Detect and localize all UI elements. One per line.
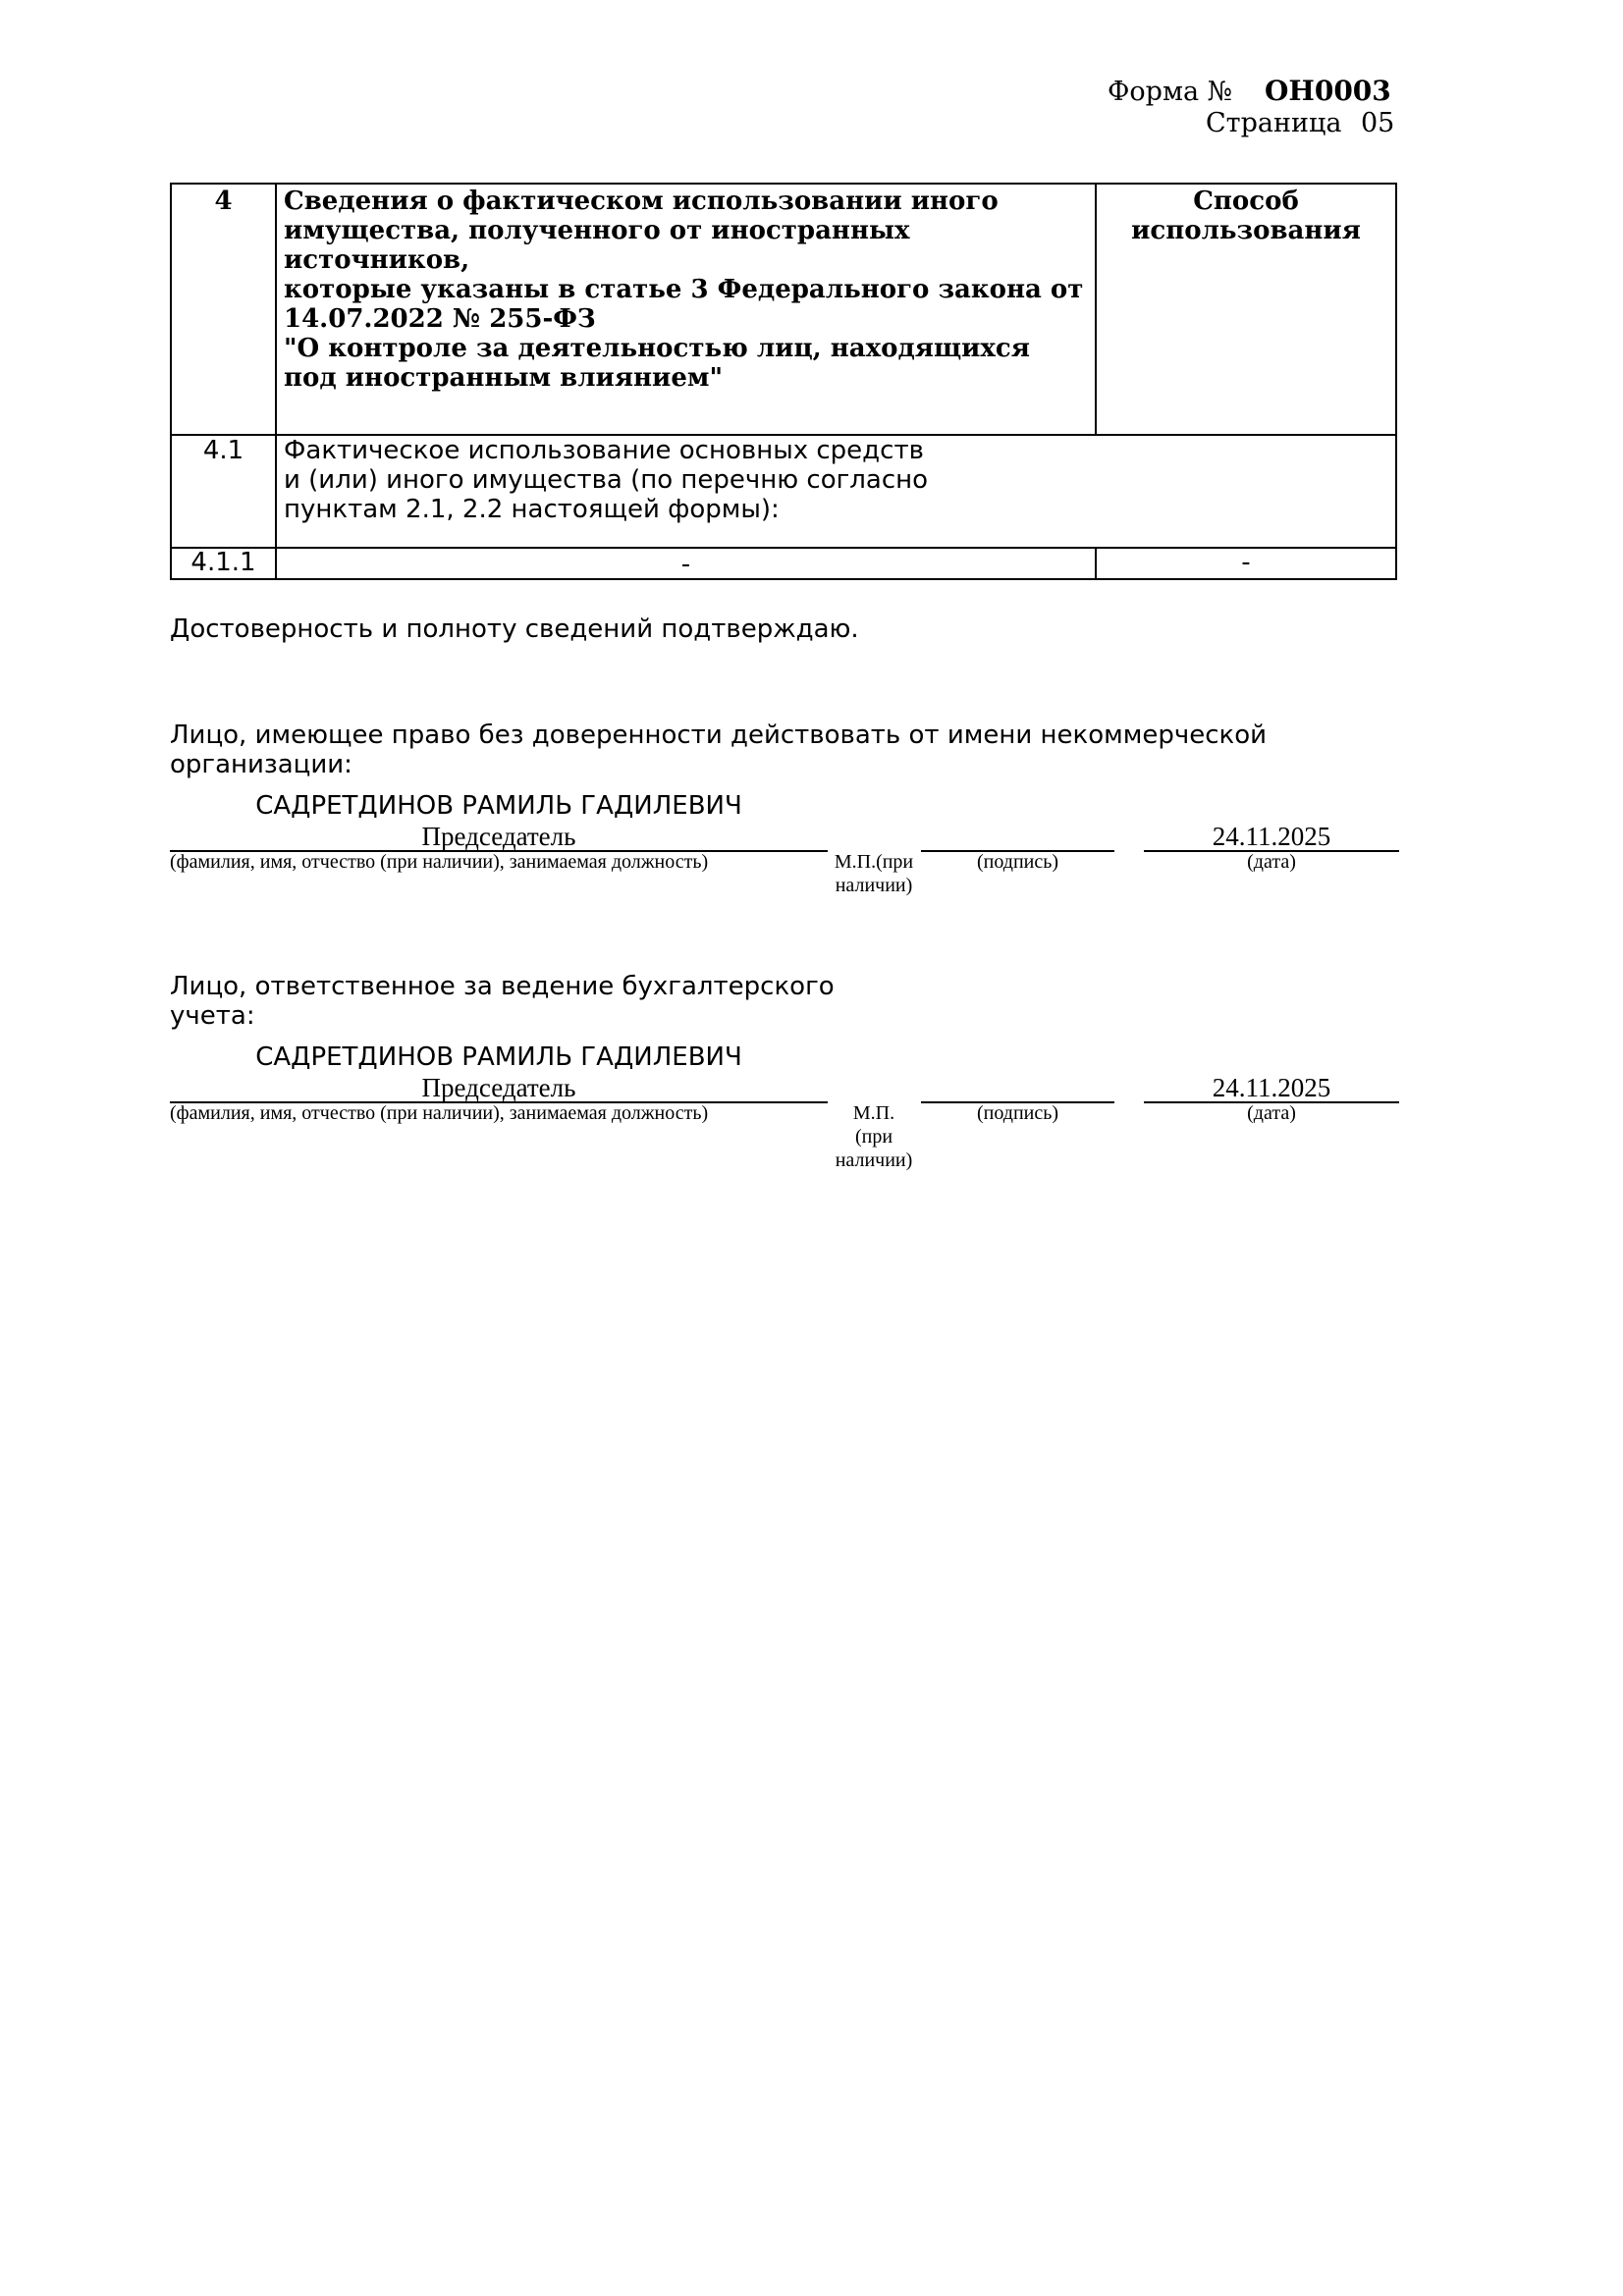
accountant-title bbox=[170, 972, 835, 1031]
page-number: 05 bbox=[1361, 108, 1395, 138]
date-caption: (дата) bbox=[1247, 1102, 1296, 1124]
usage-header-line: использования bbox=[1131, 216, 1361, 245]
stamp-caption bbox=[825, 850, 923, 897]
name-caption: (фамилия, имя, отчество (при наличии), занимаемая должность) bbox=[170, 851, 709, 873]
stamp-caption-line: М.П. bbox=[852, 1102, 895, 1124]
signature-caption: (подпись) bbox=[976, 1102, 1059, 1124]
stamp-caption-line: наличии) bbox=[835, 875, 913, 896]
stamp-caption-line: наличии) bbox=[835, 1149, 913, 1171]
signatory-title-line: Лицо, имеющее право без доверенности действовать от имени некоммерческой bbox=[170, 721, 1267, 750]
row-text-line: Фактическое использование основных средств bbox=[284, 436, 924, 465]
date-caption: (дата) bbox=[1247, 851, 1296, 873]
name-caption: (фамилия, имя, отчество (при наличии), занимаемая должность) bbox=[170, 1102, 709, 1124]
signatory-date: 24.11.2025 bbox=[1212, 822, 1331, 851]
row-text-line: и (или) иного имущества (по перечню согласно bbox=[284, 465, 929, 495]
row-text-line: пунктам 2.1, 2.2 настоящей формы): bbox=[284, 495, 780, 524]
row-number-4-1: 4.1 bbox=[202, 436, 244, 465]
accountant-date: 24.11.2025 bbox=[1212, 1073, 1331, 1102]
accountant-title-line: Лицо, ответственное за ведение бухгалтерского bbox=[170, 972, 835, 1001]
accountant-position: Председатель bbox=[421, 1073, 576, 1102]
stamp-caption bbox=[825, 1101, 923, 1172]
section-number: 4 bbox=[214, 187, 233, 216]
section-title-line: 14.07.2022 № 255-ФЗ bbox=[284, 304, 596, 334]
section-title-line: "О контроле за деятельностью лиц, находящихся bbox=[284, 334, 1030, 363]
page-label: Страница bbox=[1206, 108, 1342, 138]
section-title bbox=[284, 187, 1089, 393]
section-title-line: Сведения о фактическом использовании иного bbox=[284, 187, 999, 216]
signatory-title bbox=[170, 721, 1267, 779]
row-4-1-1-usage: - bbox=[1241, 548, 1251, 577]
form-number-label: Форма № bbox=[1108, 77, 1233, 107]
signature-caption: (подпись) bbox=[976, 851, 1059, 873]
row-4-1-text bbox=[284, 436, 1383, 524]
accountant-name: САДРЕТДИНОВ РАМИЛЬ ГАДИЛЕВИЧ bbox=[255, 1042, 742, 1072]
section-title-line: имущества, полученного от иностранных источников, bbox=[284, 216, 910, 275]
usage-header-line: Способ bbox=[1193, 187, 1299, 216]
table-divider bbox=[275, 185, 277, 578]
stamp-caption-line: М.П.(при bbox=[834, 851, 914, 873]
property-usage-table bbox=[170, 183, 1397, 580]
section-title-line: под иностранным влиянием" bbox=[284, 363, 724, 393]
section-title-line: которые указаны в статье 3 Федерального закона от bbox=[284, 275, 1084, 304]
stamp-caption-line: (при bbox=[854, 1126, 893, 1148]
row-4-1-1-description: - bbox=[680, 550, 691, 579]
accountant-title-line: учета: bbox=[170, 1001, 255, 1031]
signatory-title-line: организации: bbox=[170, 750, 352, 779]
row-number-4-1-1: 4.1.1 bbox=[190, 548, 256, 577]
confirmation-text: Достоверность и полноту сведений подтверждаю. bbox=[170, 614, 859, 644]
signatory-position: Председатель bbox=[421, 822, 576, 851]
signatory-name: САДРЕТДИНОВ РАМИЛЬ ГАДИЛЕВИЧ bbox=[255, 791, 742, 821]
form-number: ОН0003 bbox=[1265, 75, 1391, 107]
usage-method-header bbox=[1097, 187, 1395, 245]
